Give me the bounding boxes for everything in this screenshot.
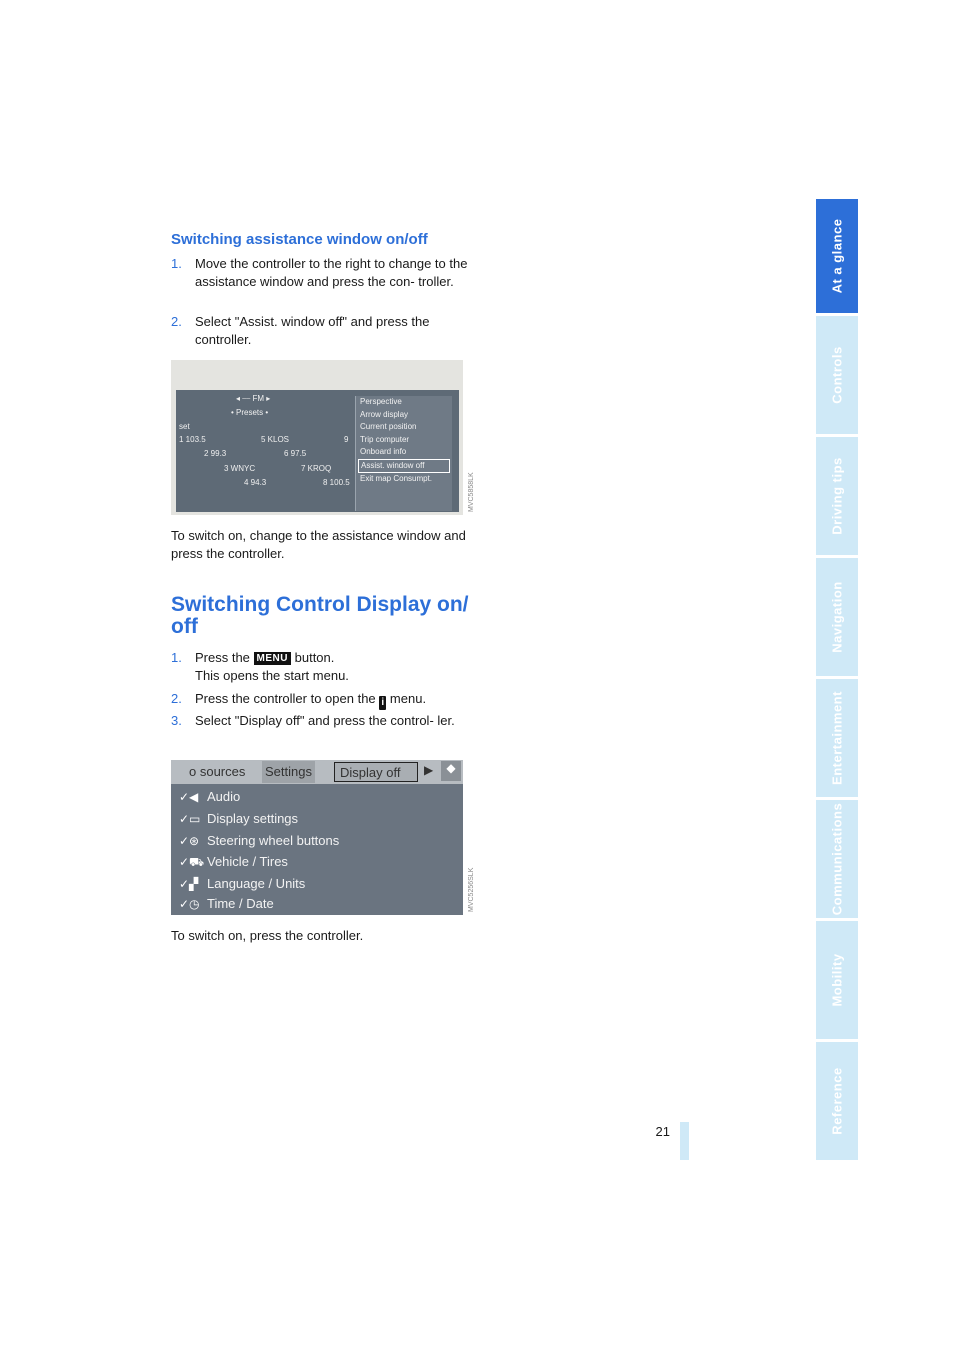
step-2: 2. Select "Assist. window off" and press the controller. <box>171 314 430 347</box>
list-item[interactable]: ✓⛟ Vehicle / Tires <box>179 854 288 869</box>
assistance-menu <box>355 396 452 511</box>
image-code: MVC5256SLK <box>468 867 475 912</box>
tab-settings[interactable]: Settings <box>262 761 315 783</box>
tab-communications[interactable]: Communications <box>816 800 858 918</box>
tab-reference[interactable]: Reference <box>816 1042 858 1160</box>
section-heading-assistance: Switching assistance window on/off <box>171 231 428 248</box>
controller-icon[interactable]: ◆ <box>441 761 461 781</box>
list-item[interactable]: ✓▞ Language / Units <box>179 876 306 891</box>
display-icon: ✓▭ <box>179 812 201 826</box>
tab-driving-tips[interactable]: Driving tips <box>816 437 858 555</box>
tab-sources[interactable]: o sources <box>189 764 246 779</box>
section-heading-control-display: Switching Control Display on/ off <box>171 593 469 638</box>
page-number: 21 <box>655 1124 670 1139</box>
step2-3: 3. Select "Display off" and press the control- ler. <box>171 713 455 728</box>
page-marker <box>680 1122 689 1160</box>
menu-button-icon: MENU <box>254 652 291 665</box>
steering-icon: ✓⊛ <box>179 834 200 848</box>
tab-navigation[interactable]: Navigation <box>816 558 858 676</box>
tab-at-a-glance[interactable]: At a glance <box>816 199 858 313</box>
clock-icon: ✓◷ <box>179 897 200 911</box>
list-item[interactable]: ✓⊛ Steering wheel buttons <box>179 833 340 848</box>
assistance-window-screenshot: ◂ ⎯⎯ FM ▸ • Presets • set 1 103.5 5 KLOS 9 2 99.3 6 97.5 3 WNYC 7 KROQ 4 94.3 8 100.5 Perspective Arrow display Current position Trip computer Onboard info Assist. window off Exit map Consumpt. <box>171 360 463 515</box>
arrow-right-icon[interactable]: ▶ <box>424 763 434 777</box>
menu-item[interactable]: Onboard info <box>360 447 407 456</box>
menu-item[interactable]: Trip computer <box>360 434 410 444</box>
list-item[interactable]: ✓◀ Audio <box>179 789 241 804</box>
menu-item[interactable]: Current position <box>360 422 417 431</box>
language-icon: ✓▞ <box>179 877 199 891</box>
settings-menu-screenshot <box>171 760 463 915</box>
vehicle-icon: ✓⛟ <box>179 855 205 869</box>
list-item[interactable]: ✓▭ Display settings <box>179 811 299 826</box>
tab-mobility[interactable]: Mobility <box>816 921 858 1039</box>
tab-controls[interactable]: Controls <box>816 316 858 434</box>
tab-entertainment[interactable]: Entertainment <box>816 679 858 797</box>
menu-item[interactable]: Perspective <box>360 397 402 406</box>
section2-note: To switch on, press the controller. <box>171 928 364 943</box>
step2-2: 2. Press the controller to open the i menu. <box>171 691 427 708</box>
menu-item[interactable]: Arrow display <box>360 409 409 419</box>
step-1: 1. Move the controller to the right to change to the assistance window and press the con- troller. <box>171 256 468 289</box>
section1-note: To switch on, change to the assistance window and press the controller. <box>171 528 466 561</box>
menu-item-assist-window-off[interactable]: Assist. window off <box>358 459 450 474</box>
info-icon: i <box>379 696 386 710</box>
step2-1: 1. Press the MENU button. This opens the start menu. <box>171 650 349 683</box>
image-code: MVC5858LK <box>468 472 475 512</box>
audio-icon: ✓◀ <box>179 790 199 804</box>
display-off-button[interactable]: Display off <box>334 762 418 782</box>
menu-item[interactable]: Exit map Consumpt. <box>360 474 433 483</box>
list-item[interactable]: ✓◷ Time / Date <box>179 896 274 911</box>
